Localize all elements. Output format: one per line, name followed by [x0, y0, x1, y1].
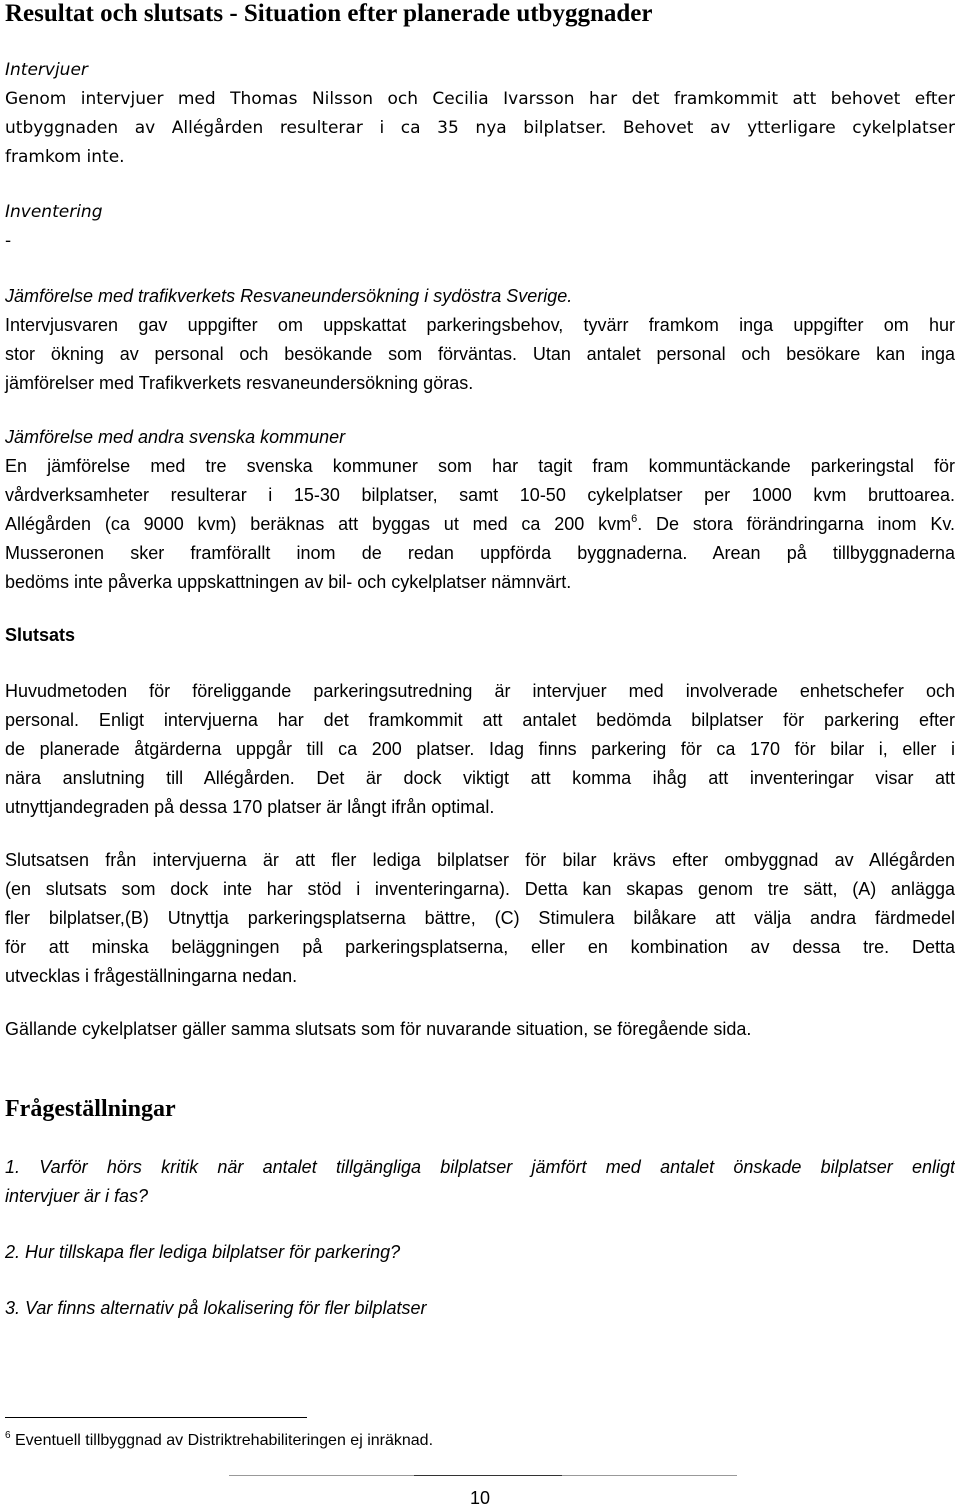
conclusion-heading: Slutsats — [5, 625, 76, 645]
conclusion-p2-line-3: fler bilplatser,(B) Utnyttja parkeringsplatserna bättre, (C) Stimulera bilåkare att välja andra färdmedel — [5, 908, 955, 928]
comparison-kommuner-line-4: Musseronen sker framförallt inom de redan uppförda byggnaderna. Arean på tillbyggnaderna — [5, 543, 955, 563]
page-number: 10 — [469, 1488, 491, 1508]
questions-heading: Frågeställningar — [5, 1096, 176, 1122]
conclusion-p3-line-1: Gällande cykelplatser gäller samma slutsats som för nuvarande situation, se föregående sida. — [5, 1019, 752, 1039]
conclusion-p2-line-5: utvecklas i frågeställningarna nedan. — [5, 966, 298, 986]
conclusion-section — [5, 621, 955, 650]
comparison-kommuner-line-2: vårdverksamheter resulterar i 15-30 bilplatser, samt 10-50 cykelplatser per 1000 kvm bruttoarea. — [5, 485, 955, 505]
conclusion-p2-line-4: för att minska beläggningen på parkeringsplatserna, eller en kombination av dessa tre. Detta — [5, 937, 955, 957]
interviews-section — [5, 56, 955, 172]
conclusion-paragraph-3 — [5, 1015, 955, 1044]
comparison-kommuner-line-3-tail: . De stora förändringarna inom Kv. — [637, 514, 955, 534]
conclusion-p1-line-5: utnyttjandegraden på dessa 170 platser är långt ifrån optimal. — [5, 797, 495, 817]
conclusion-p1-line-3: de planerade åtgärderna uppgår till ca 200 platser. Idag finns parkering för ca 170 för bilar i, eller i — [5, 739, 955, 759]
comparison-trafikverket-heading: Jämförelse med trafikverkets Resvaneundersökning i sydöstra Sverige. — [5, 286, 573, 306]
footnote-text: Eventuell tillbyggnad av Distriktrehabiliteringen ej inräknad. — [10, 1432, 434, 1449]
footnote — [5, 1430, 433, 1452]
interviews-line-2: utbyggnaden av Allégården resulterar i ca 35 nya bilplatser. Behovet av ytterligare cykelplatser — [5, 118, 955, 138]
conclusion-p2-line-1: Slutsatsen från intervjuerna är att fler lediga bilplatser för bilar krävs efter ombyggnad av Allégården — [5, 850, 955, 870]
conclusion-p2-line-2: (en slutsats som dock inte har stöd i inventeringarna). Detta kan skapas genom tre sätt, (A) anlägga — [5, 879, 955, 899]
footer-rule-right — [562, 1475, 737, 1476]
comparison-trafikverket-line-3: jämförelser med Trafikverkets resvaneundersökning göras. — [5, 373, 474, 393]
question-1-line-1: 1. Varför hörs kritik när antalet tillgängliga bilplatser jämfört med antalet önskade bilplatser enligt — [5, 1157, 955, 1177]
comparison-trafikverket-line-1: Intervjusvaren gav uppgifter om uppskattat parkeringsbehov, tyvärr framkom inga uppgifter om hur — [5, 315, 955, 335]
footer-rule-center — [414, 1475, 562, 1476]
comparison-kommuner-line-3 — [5, 510, 955, 539]
inventory-dash: - — [5, 231, 12, 251]
inventory-section — [5, 198, 955, 256]
comparison-kommuner-heading: Jämförelse med andra svenska kommuner — [5, 427, 346, 447]
question-2-line-1: 2. Hur tillskapa fler lediga bilplatser för parkering? — [5, 1242, 401, 1262]
footer-rule-left — [229, 1475, 414, 1476]
footnote-reference: 6 — [631, 513, 638, 525]
document-page — [5, 0, 955, 1509]
question-3 — [5, 1294, 955, 1323]
footnote-separator — [5, 1417, 307, 1418]
comparison-kommuner-line-3-text: Allégården (ca 9000 kvm) beräknas att byggas ut med ca 200 kvm — [5, 514, 632, 534]
conclusion-paragraph-1 — [5, 677, 955, 822]
inventory-heading: Inventering — [5, 202, 103, 222]
conclusion-p1-line-1: Huvudmetoden för föreliggande parkeringsutredning är intervjuer med involverade enhetschefer och — [5, 681, 955, 701]
interviews-line-1: Genom intervjuer med Thomas Nilsson och Cecilia Ivarsson har det framkommit att behovet efter — [5, 89, 955, 109]
comparison-kommuner-section — [5, 423, 955, 597]
comparison-trafikverket-section — [5, 282, 955, 398]
question-1-line-2: intervjuer är i fas? — [5, 1186, 149, 1206]
question-3-line-1: 3. Var finns alternativ på lokalisering för fler bilplatser — [5, 1298, 427, 1318]
comparison-kommuner-line-1: En jämförelse med tre svenska kommuner som har tagit fram kommuntäckande parkeringstal för — [5, 456, 955, 476]
conclusion-paragraph-2 — [5, 846, 955, 991]
question-1 — [5, 1153, 955, 1211]
page-title: Resultat och slutsats - Situation efter planerade utbyggnader — [5, 0, 653, 27]
interviews-heading: Intervjuer — [5, 60, 88, 80]
conclusion-p1-line-2: personal. Enligt intervjuerna har det framkommit att antalet bedömda bilplatser för parkering efter — [5, 710, 955, 730]
footnote-number: 6 — [5, 1430, 11, 1441]
comparison-trafikverket-line-2: stor ökning av personal och besökande som förväntas. Utan antalet personal och besökare kan inga — [5, 344, 955, 364]
comparison-kommuner-line-5: bedöms inte påverka uppskattningen av bil- och cykelplatser nämnvärt. — [5, 572, 572, 592]
conclusion-p1-line-4: nära anslutning till Allégården. Det är dock viktigt att komma ihåg att inventeringar visar att — [5, 768, 955, 788]
question-2 — [5, 1238, 955, 1267]
interviews-line-3: framkom inte. — [5, 147, 125, 167]
